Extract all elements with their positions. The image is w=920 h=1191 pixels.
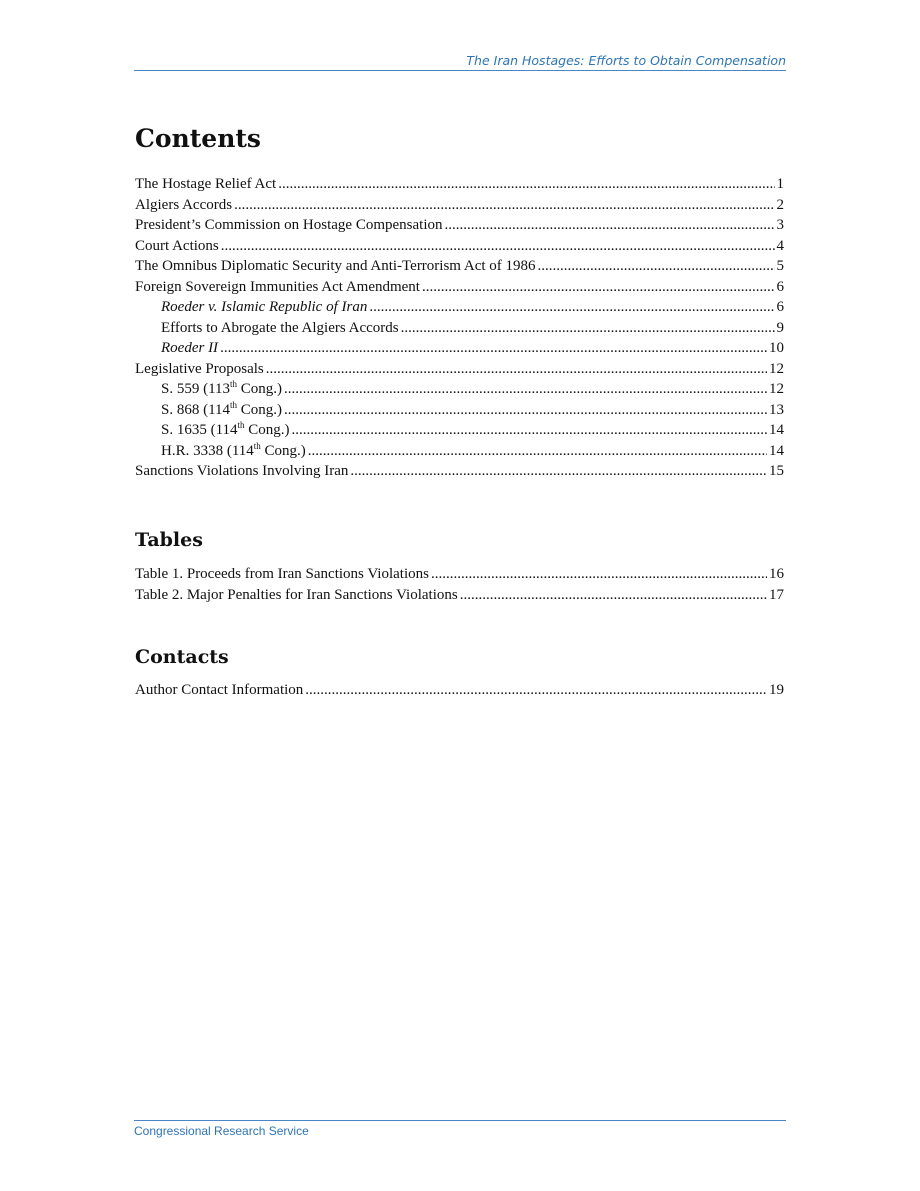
toc-entry-fsia-amendment[interactable]: Foreign Sovereign Immunities Act Amendment ..... 6 xyxy=(135,277,784,298)
tables-list xyxy=(135,564,784,605)
toc-entry-abrogate-accords[interactable]: Efforts to Abrogate the Algiers Accords ..... 9 xyxy=(135,318,784,339)
toc-entry-sanctions-violations[interactable]: Sanctions Violations Involving Iran ..... 15 xyxy=(135,461,784,482)
contents-title: Contents xyxy=(135,124,262,153)
toc-entry-presidents-commission[interactable]: President’s Commission on Hostage Compensation ..... 3 xyxy=(135,215,784,236)
toc-entry-hostage-relief-act[interactable]: The Hostage Relief Act ..... 1 xyxy=(135,174,784,195)
footer: Congressional Research Service xyxy=(134,1120,786,1138)
contacts-title: Contacts xyxy=(135,646,229,668)
toc-entry-s-1635[interactable]: S. 1635 (114th Cong.) ..... 14 xyxy=(135,420,784,441)
toc-entry-algiers-accords[interactable]: Algiers Accords ..... 2 xyxy=(135,195,784,216)
contents-list xyxy=(135,174,784,482)
toc-entry-legislative-proposals[interactable]: Legislative Proposals ..... 12 xyxy=(135,359,784,380)
toc-entry-roeder-v-iran[interactable]: Roeder v. Islamic Republic of Iran ..... 6 xyxy=(135,297,784,318)
toc-entry-table-1[interactable]: Table 1. Proceeds from Iran Sanctions Violations ..... 16 xyxy=(135,564,784,585)
toc-entry-s-868[interactable]: S. 868 (114th Cong.) ..... 13 xyxy=(135,400,784,421)
toc-entry-table-2[interactable]: Table 2. Major Penalties for Iran Sanctions Violations ..... 17 xyxy=(135,585,784,606)
toc-entry-author-contact[interactable]: Author Contact Information ..... 19 xyxy=(135,680,784,701)
toc-entry-omnibus-act[interactable]: The Omnibus Diplomatic Security and Anti-Terrorism Act of 1986 ..... 5 xyxy=(135,256,784,277)
tables-title: Tables xyxy=(135,529,203,551)
toc-entry-court-actions[interactable]: Court Actions ..... 4 xyxy=(135,236,784,257)
running-header: The Iran Hostages: Efforts to Obtain Compensation xyxy=(134,53,786,71)
contacts-list xyxy=(135,680,784,701)
toc-entry-s-559[interactable]: S. 559 (113th Cong.) ..... 12 xyxy=(135,379,784,400)
toc-entry-hr-3338[interactable]: H.R. 3338 (114th Cong.) ..... 14 xyxy=(135,441,784,462)
toc-entry-roeder-ii[interactable]: Roeder II ..... 10 xyxy=(135,338,784,359)
